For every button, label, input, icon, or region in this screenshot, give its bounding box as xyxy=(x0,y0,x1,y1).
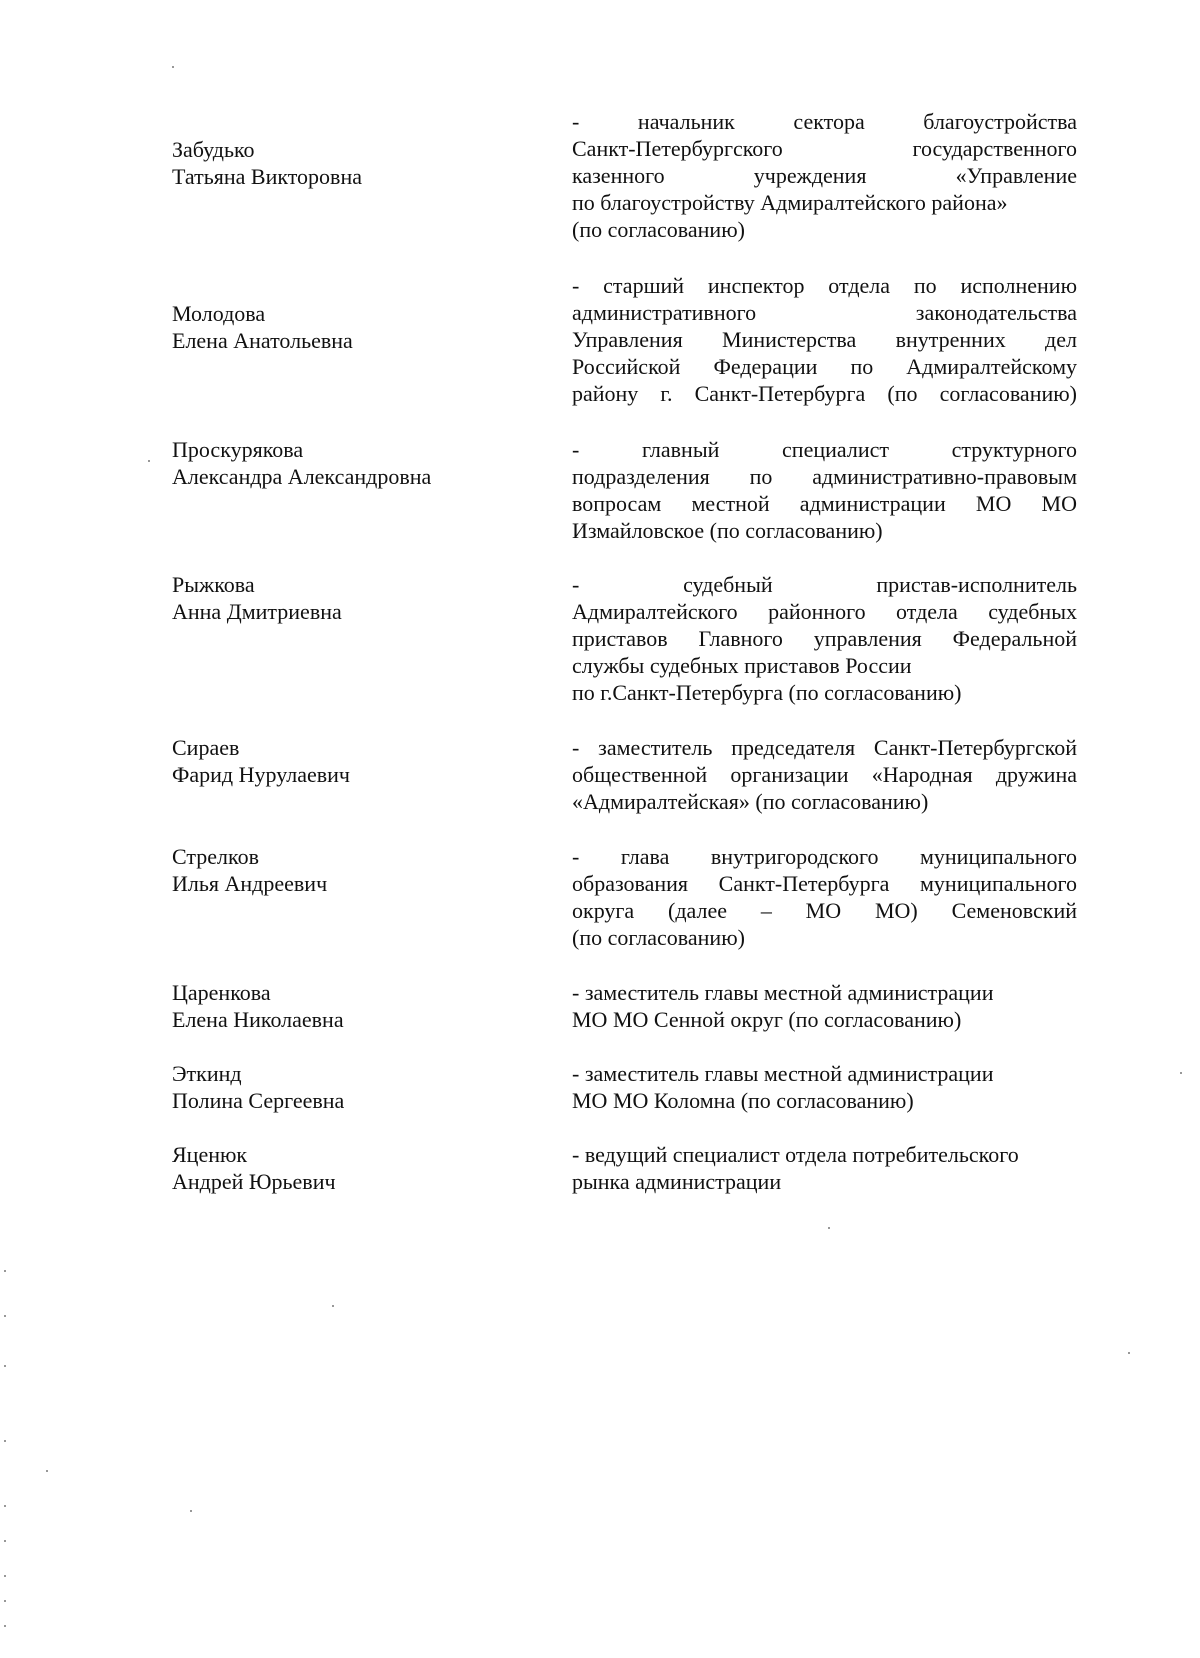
member-surname: Рыжкова xyxy=(172,572,255,597)
scan-speck xyxy=(4,1575,6,1577)
member-surname: Яценюк xyxy=(172,1142,248,1167)
member-role xyxy=(572,108,1077,243)
role-line: - заместитель главы местной администрации xyxy=(572,980,994,1005)
member-name xyxy=(172,843,532,897)
role-line: (по согласованию) xyxy=(572,217,745,242)
role-line: - главный специалист структурного xyxy=(572,437,1077,462)
member-name xyxy=(172,436,532,490)
role-line: Санкт-Петербургского государственного xyxy=(572,136,1077,161)
scan-speck xyxy=(172,66,174,68)
role-line: службы судебных приставов России xyxy=(572,653,912,678)
scan-speck xyxy=(4,1315,6,1317)
role-line: по благоустройству Адмиралтейского района» xyxy=(572,190,1008,215)
member-surname: Царенкова xyxy=(172,980,271,1005)
member-role xyxy=(572,979,1077,1033)
role-line: подразделения по административно-правовым xyxy=(572,464,1077,489)
role-line: району г. Санкт-Петербурга (по согласованию) xyxy=(572,381,1077,406)
member-given-names: Александра Александровна xyxy=(172,464,432,489)
role-line: вопросам местной администрации МО МО xyxy=(572,491,1077,516)
member-given-names: Андрей Юрьевич xyxy=(172,1169,336,1194)
scan-speck xyxy=(4,1600,6,1602)
role-line: образования Санкт-Петербурга муниципального xyxy=(572,871,1077,896)
role-line: - судебный пристав-исполнитель xyxy=(572,572,1077,597)
scan-speck xyxy=(4,1365,6,1367)
member-surname: Стрелков xyxy=(172,844,259,869)
member-given-names: Татьяна Викторовна xyxy=(172,164,362,189)
scan-speck xyxy=(828,1227,830,1229)
scan-speck xyxy=(4,1625,6,1627)
scan-speck xyxy=(4,1540,6,1542)
member-name xyxy=(172,1141,532,1195)
member-given-names: Елена Анатольевна xyxy=(172,328,353,353)
member-given-names: Анна Дмитриевна xyxy=(172,599,342,624)
member-role xyxy=(572,1141,1077,1195)
role-line: по г.Санкт-Петербурга (по согласованию) xyxy=(572,680,962,705)
member-role xyxy=(572,734,1077,815)
role-line: Измайловское (по согласованию) xyxy=(572,518,883,543)
role-line: МО МО Коломна (по согласованию) xyxy=(572,1088,914,1113)
member-role xyxy=(572,1060,1077,1114)
role-line: МО МО Сенной округ (по согласованию) xyxy=(572,1007,962,1032)
scan-speck xyxy=(332,1305,334,1307)
role-line: Российской Федерации по Адмиралтейскому xyxy=(572,354,1077,379)
member-given-names: Фарид Нурулаевич xyxy=(172,762,350,787)
member-name xyxy=(172,300,532,354)
role-line: - глава внутригородского муниципального xyxy=(572,844,1077,869)
role-line: приставов Главного управления Федеральной xyxy=(572,626,1077,651)
role-line: общественной организации «Народная дружина xyxy=(572,762,1077,787)
member-role xyxy=(572,843,1077,951)
scan-speck xyxy=(4,1270,6,1272)
role-line: - начальник сектора благоустройства xyxy=(572,109,1077,134)
role-line: - заместитель главы местной администрации xyxy=(572,1061,994,1086)
member-given-names: Елена Николаевна xyxy=(172,1007,344,1032)
member-role xyxy=(572,571,1077,706)
role-line: - ведущий специалист отдела потребительского xyxy=(572,1142,1019,1167)
role-line: казенного учреждения «Управление xyxy=(572,163,1077,188)
role-line: - старший инспектор отдела по исполнению xyxy=(572,273,1077,298)
scan-speck xyxy=(4,1440,6,1442)
role-line: Адмиралтейского районного отдела судебных xyxy=(572,599,1077,624)
member-name xyxy=(172,571,532,625)
member-name xyxy=(172,136,532,190)
role-line: Управления Министерства внутренних дел xyxy=(572,327,1077,352)
member-given-names: Илья Андреевич xyxy=(172,871,328,896)
member-name xyxy=(172,1060,532,1114)
role-line: (по согласованию) xyxy=(572,925,745,950)
role-line: округа (далее – МО МО) Семеновский xyxy=(572,898,1077,923)
member-surname: Молодова xyxy=(172,301,266,326)
role-line: - заместитель председателя Санкт-Петербургской xyxy=(572,735,1077,760)
role-line: административного законодательства xyxy=(572,300,1077,325)
scan-speck xyxy=(190,1510,192,1512)
member-given-names: Полина Сергеевна xyxy=(172,1088,345,1113)
member-surname: Проскурякова xyxy=(172,437,304,462)
member-name xyxy=(172,979,532,1033)
scan-speck xyxy=(1128,1352,1130,1354)
scan-speck xyxy=(4,1505,6,1507)
member-surname: Сираев xyxy=(172,735,240,760)
scan-speck xyxy=(148,460,150,462)
member-role xyxy=(572,436,1077,544)
member-role xyxy=(572,272,1077,407)
role-line: «Адмиралтейская» (по согласованию) xyxy=(572,789,929,814)
member-name xyxy=(172,734,532,788)
scan-speck xyxy=(1180,1072,1182,1074)
role-line: рынка администрации xyxy=(572,1169,782,1194)
member-surname: Эткинд xyxy=(172,1061,242,1086)
scan-speck xyxy=(46,1470,48,1472)
member-surname: Забудько xyxy=(172,137,255,162)
